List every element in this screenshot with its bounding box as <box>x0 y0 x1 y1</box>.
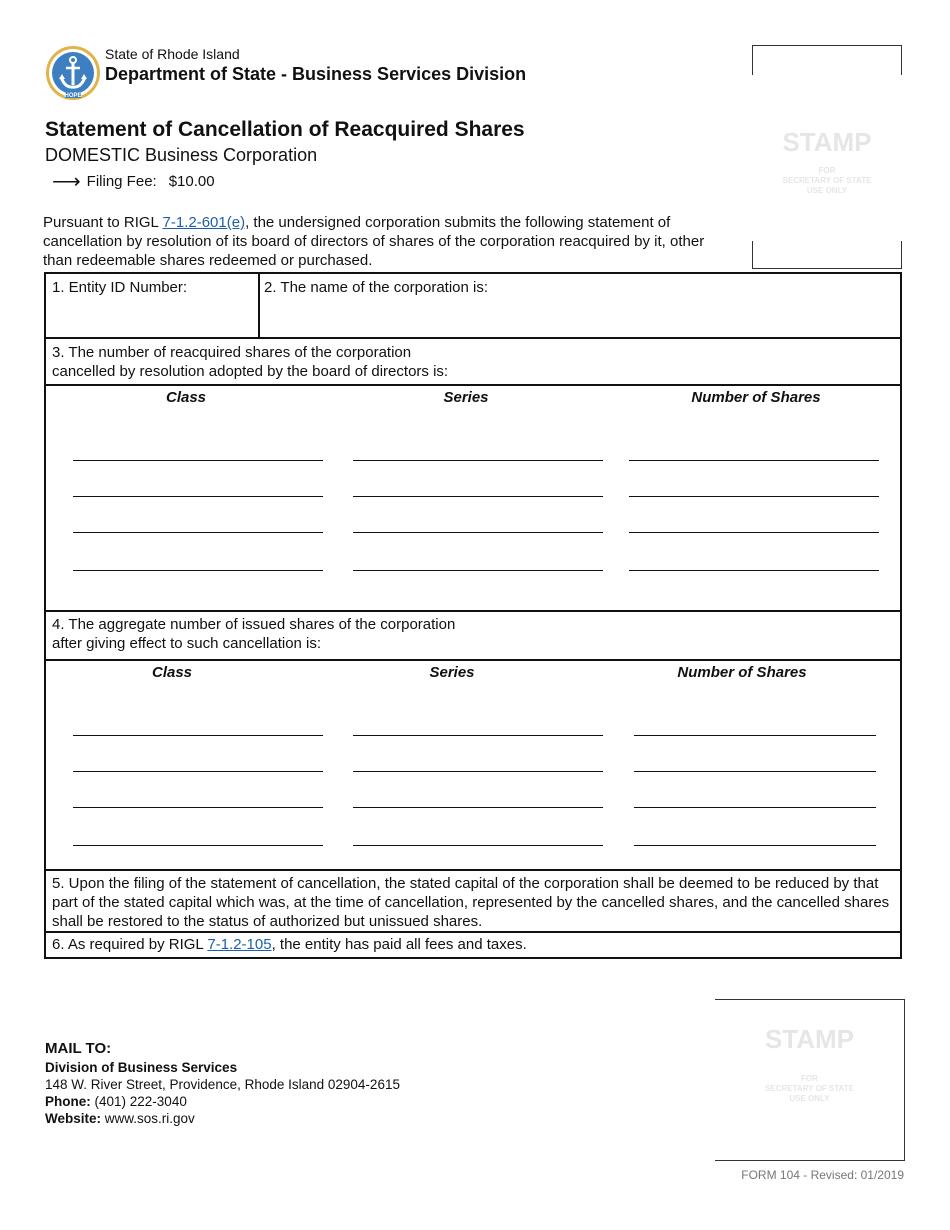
website-url: www.sos.ri.gov <box>104 1111 195 1126</box>
mail-website <box>45 1111 195 1126</box>
phone-label: Phone: <box>45 1094 91 1109</box>
item6-text <box>52 935 527 954</box>
s3-col-shares: Number of Shares <box>691 389 821 406</box>
page-title: Statement of Cancellation of Reacquired Shares <box>45 118 525 141</box>
series-field-line[interactable] <box>353 532 603 533</box>
item3-line1: 3. The number of reacquired shares of the corporation <box>52 344 412 361</box>
intro-paragraph <box>43 213 723 270</box>
class-field-line[interactable] <box>73 845 323 846</box>
divider <box>46 337 900 339</box>
shares-field-line[interactable] <box>629 496 879 497</box>
shares-field-line[interactable] <box>634 845 876 846</box>
arrow-right-icon: ⟶ <box>52 170 81 193</box>
shares-field-line[interactable] <box>634 735 876 736</box>
divider <box>46 384 900 386</box>
series-field-line[interactable] <box>353 460 603 461</box>
shares-field-line[interactable] <box>634 771 876 772</box>
divider <box>258 274 260 337</box>
seal-text: HOPE <box>64 93 82 99</box>
corporation-name-label: 2. The name of the corporation is: <box>264 279 489 296</box>
phone-number: (401) 222-3040 <box>94 1094 187 1109</box>
form-number: FORM 104 - Revised: 01/2019 <box>741 1168 904 1182</box>
series-field-line[interactable] <box>353 807 603 808</box>
website-label: Website: <box>45 1111 102 1126</box>
stamp-sub-for: FOR <box>818 166 836 175</box>
s4-col-series: Series <box>429 664 475 681</box>
intro-before: Pursuant to RIGL <box>43 214 163 231</box>
stamp-sub-use-only: USE ONLY <box>806 186 848 195</box>
item4-line2: after giving effect to such cancellation is: <box>52 635 322 652</box>
mail-to-heading: MAIL TO: <box>45 1040 112 1057</box>
s3-col-class: Class <box>165 389 207 406</box>
s4-col-class: Class <box>151 664 193 681</box>
class-field-line[interactable] <box>73 532 323 533</box>
shares-field-line[interactable] <box>629 460 879 461</box>
class-field-line[interactable] <box>73 771 323 772</box>
item5-text: 5. Upon the filing of the statement of cancellation, the stated capital of the corporation shall be deemed to be reduced by that part of the stated capital which was, at the time of cancellation, represented by the cancelled shares, and the cancelled shares shall be restored to the status of authorized but unissued shares. <box>52 875 890 930</box>
divider <box>46 610 900 612</box>
divider <box>46 869 900 871</box>
mail-org: Division of Business Services <box>45 1060 238 1075</box>
series-field-line[interactable] <box>353 570 603 571</box>
series-field-line[interactable] <box>353 771 603 772</box>
series-field-line[interactable] <box>353 845 603 846</box>
item6-after: , the entity has paid all fees and taxes. <box>271 936 527 953</box>
shares-field-line[interactable] <box>629 532 879 533</box>
class-field-line[interactable] <box>73 735 323 736</box>
shares-field-line[interactable] <box>634 807 876 808</box>
stamp-box-top-corner <box>752 45 902 75</box>
rigl-601e-link[interactable]: 7-1.2-601(e) <box>162 214 246 231</box>
entity-id-field[interactable] <box>46 294 256 336</box>
mail-phone <box>45 1094 187 1109</box>
state-seal <box>45 45 101 101</box>
item3-line2: cancelled by resolution adopted by the board of directors is: <box>52 363 449 380</box>
stamp-sub-use-only: USE ONLY <box>789 1094 830 1103</box>
class-field-line[interactable] <box>73 807 323 808</box>
class-field-line[interactable] <box>73 460 323 461</box>
series-field-line[interactable] <box>353 496 603 497</box>
filing-fee <box>52 170 215 193</box>
entity-id-label: 1. Entity ID Number: <box>52 279 188 296</box>
stamp-box-top <box>752 45 902 269</box>
class-field-line[interactable] <box>73 496 323 497</box>
state-name: State of Rhode Island <box>105 46 240 62</box>
filing-fee-amount: $10.00 <box>168 173 215 190</box>
page-subtitle: DOMESTIC Business Corporation <box>45 145 318 165</box>
rigl-105-link[interactable]: 7-1.2-105 <box>207 936 272 953</box>
stamp-box-bottom-corner <box>752 241 902 269</box>
stamp-sub-secretary: SECRETARY OF STATE <box>765 1084 854 1093</box>
s4-col-shares: Number of Shares <box>677 664 807 681</box>
divider <box>46 659 900 661</box>
intro-after: , the undersigned corporation submits the following statement of cancellation by resolution of its board of directors of shares of the corporation reacquired by it, other than redeemable shares redeemed or purchased. <box>43 214 705 269</box>
item4-line1: 4. The aggregate number of issued shares of the corporation <box>52 616 456 633</box>
stamp-sub-secretary: SECRETARY OF STATE <box>782 176 872 185</box>
department-name: Department of State - Business Services Division <box>105 64 527 84</box>
filing-fee-label: Filing Fee: <box>86 173 157 190</box>
series-field-line[interactable] <box>353 735 603 736</box>
shares-field-line[interactable] <box>629 570 879 571</box>
form-table <box>44 272 902 959</box>
stamp-box-bottom <box>715 999 905 1161</box>
mail-address: 148 W. River Street, Providence, Rhode Island 02904-2615 <box>45 1077 400 1092</box>
corporation-name-field[interactable] <box>262 294 898 336</box>
item6-before: 6. As required by RIGL <box>52 936 208 953</box>
divider <box>46 931 900 933</box>
stamp-sub-for: FOR <box>801 1074 818 1083</box>
stamp-label: STAMP <box>782 127 872 157</box>
s3-col-series: Series <box>443 389 489 406</box>
stamp-label: STAMP <box>764 1024 855 1054</box>
class-field-line[interactable] <box>73 570 323 571</box>
